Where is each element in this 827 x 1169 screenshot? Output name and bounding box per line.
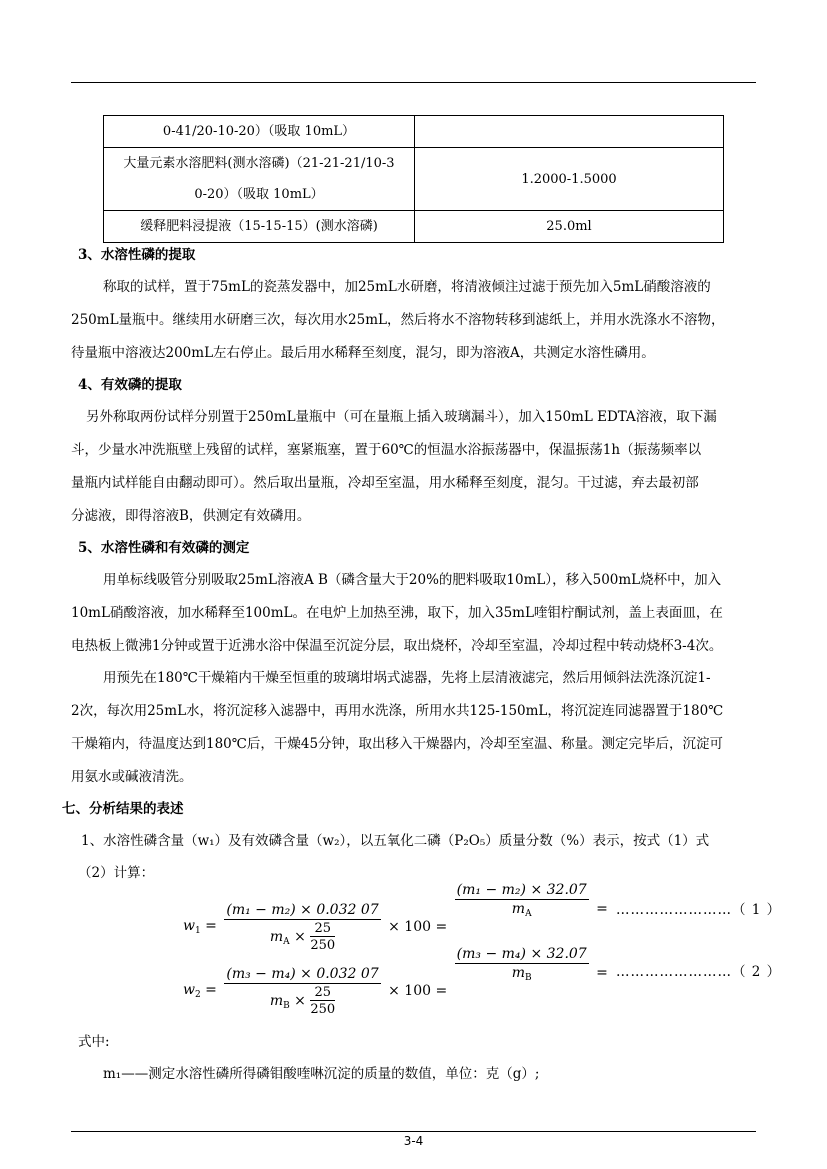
paragraph-line: 2次，每次用25mL水，将沉淀移入滤器中，再用水洗涤，所用水共125-150mL，将沉淀连同滤器置于180℃ <box>71 703 724 719</box>
formula-numerator: (m₃ − m₄) × 32.07 <box>456 946 587 962</box>
formula-denominator-sub: A <box>525 909 532 919</box>
formula-equals: = <box>596 901 608 917</box>
table-row <box>104 116 724 148</box>
table-cell: 25.0ml <box>415 211 724 243</box>
inner-fraction-den: 250 <box>310 1001 336 1017</box>
paragraph-line: 10mL硝酸溶液，加水稀释至100mL。在电炉上加热至沸，取下，加入35mL喹钼柠酮试剂，盖上表面皿，在 <box>71 605 723 621</box>
formula-fraction <box>455 946 589 983</box>
formula-denominator-sub: A <box>283 936 290 947</box>
formula-fraction: (m₃ − m₄) × 0.032 07 $m_B$ × $\frac{25}{250}$ <box>226 965 379 1017</box>
equation-number: ……………………（ 2 ） <box>616 964 782 980</box>
inner-fraction-num: 25 <box>310 921 335 937</box>
paragraph-line: 分滤液，即得溶液B，供测定有效磷用。 <box>71 508 311 524</box>
section-heading: 5、水溶性磷和有效磷的测定 <box>78 540 250 556</box>
page-number: 3-4 <box>403 1134 424 1148</box>
table-cell: 缓释肥料浸提液（15-15-15）(测水溶磷) <box>104 211 415 243</box>
table-cell <box>415 116 724 148</box>
formula-fraction: (m₁ − m₂) × 0.032 07 $m_A$ × $\frac{25}{250}$ <box>226 901 379 953</box>
paragraph-line: 待量瓶中溶液达200mL左右停止。最后用水稀释至刻度，混匀，即为溶液A，共测定水溶性磷用。 <box>71 345 655 361</box>
formula-2: $w_2$ = (m₃ − m₄) × 0.032 07 $m_B$ × $\frac{25}{250}$ × 100 = $\frac{\text{(m₃ − m₄) × 32.07}}{m_B}$ = <box>183 946 608 1017</box>
table-cell: 1.2000-1.5000 <box>415 148 724 211</box>
formula-inner-fraction <box>310 985 335 1017</box>
paragraph-line: 1、水溶性磷含量（w₁）及有效磷含量（w₂），以五氧化二磷（P₂O₅）质量分数（%）表示，按式（1）式 <box>81 833 710 849</box>
inner-fraction-num: 25 <box>310 985 335 1001</box>
formula-denominator-sub: B <box>525 973 532 983</box>
formula-numerator: (m₁ − m₂) × 32.07 <box>456 882 587 898</box>
table-row <box>104 211 724 243</box>
formula-fraction <box>455 882 589 919</box>
paragraph-line: 250mL量瓶中。继续用水研磨三次，每次用水25mL，然后将水不溶物转移到滤纸上，并用水洗涤水不溶物， <box>71 312 725 328</box>
variable-definition: m₁——测定水溶性磷所得磷钼酸喹啉沉淀的质量的数值，单位：克（g）; <box>103 1066 540 1082</box>
formula-lhs-sub: 1 <box>194 926 201 936</box>
formula-numerator: (m₃ − m₄) × 0.032 07 <box>226 965 379 982</box>
formula-denominator-sub: B <box>283 1000 290 1011</box>
paragraph-line: （2）计算： <box>78 865 155 881</box>
formula-times-100: × 100 = <box>388 919 448 935</box>
formula-equals: = <box>596 965 608 981</box>
formula-1: $w_1$ = (m₁ − m₂) × 0.032 07 $m_A$ × $\frac{25}{250}$ × 100 = $\frac{\text{(m₁ − m₂) × 32.07}}{m_A}$ = <box>183 882 608 953</box>
paragraph-line: 斗，少量水冲洗瓶壁上残留的试样，塞紧瓶塞，置于60℃的恒温水浴振荡器中，保温振荡1h（振荡频率以 <box>71 442 702 458</box>
formula-lhs: w <box>183 918 195 934</box>
table-cell: 0-41/20-10-20）（吸取 10mL） <box>104 116 415 148</box>
table-row <box>104 148 724 211</box>
sample-volume-table <box>103 115 724 243</box>
paragraph-line: 量瓶内试样能自由翻动即可）。然后取出量瓶，冷却至室温，用水稀释至刻度，混匀。干过滤，弃去最初部 <box>71 475 699 491</box>
where-label: 式中: <box>78 1034 110 1050</box>
table-cell-line: 0-20）（吸取 10mL） <box>194 187 324 202</box>
table-cell <box>104 148 415 211</box>
paragraph-line: 干燥箱内，待温度达到180℃后，干燥45分钟，取出移入干燥器内，冷却至室温、称量。测定完毕后，沉淀可 <box>71 736 724 752</box>
formula-denominator-var: m <box>269 992 284 1009</box>
formula-denominator-var: m <box>511 965 526 981</box>
footer-rule <box>71 1131 756 1132</box>
header-rule <box>71 82 756 83</box>
formula-times-100: × 100 = <box>388 983 448 999</box>
formula-lhs: w <box>183 982 195 998</box>
section-heading: 4、有效磷的提取 <box>78 377 182 393</box>
formula-denominator-var: m <box>269 928 284 945</box>
section-heading: 七、分析结果的表述 <box>62 801 184 817</box>
paragraph-line: 电热板上微沸1分钟或置于近沸水浴中保温至沉淀分层，取出烧杯，冷却至室温，冷却过程中转动烧杯3-4次。 <box>71 638 723 654</box>
equation-number: ……………………（ 1 ） <box>616 902 782 918</box>
inner-fraction-den: 250 <box>310 937 336 953</box>
section-heading: 3、水溶性磷的提取 <box>78 247 196 263</box>
paragraph-line: 用单标线吸管分别吸取25mL溶液A B（磷含量大于20%的肥料吸取10mL），移入500mL烧杯中，加入 <box>103 572 722 588</box>
paragraph-line: 用预先在180℃干燥箱内干燥至恒重的玻璃坩埚式滤器，先将上层清液滤完，然后用倾斜法洗涤沉淀1- <box>103 670 711 686</box>
paragraph-line: 用氨水或碱液清洗。 <box>71 769 193 785</box>
paragraph-line: 另外称取两份试样分别置于250mL量瓶中（可在量瓶上插入玻璃漏斗），加入150mL EDTA溶液，取下漏 <box>86 409 717 425</box>
table-cell-line: 大量元素水溶肥料(测水溶磷)（21-21-21/10-3 <box>123 156 395 171</box>
formula-numerator: (m₁ − m₂) × 0.032 07 <box>226 901 379 918</box>
formula-lhs-sub: 2 <box>194 990 201 1000</box>
paragraph-line: 称取的试样，置于75mL的瓷蒸发器中，加25mL水研磨，将清液倾注过滤于预先加入5mL硝酸溶液的 <box>103 279 711 295</box>
formula-denominator-var: m <box>511 901 526 917</box>
